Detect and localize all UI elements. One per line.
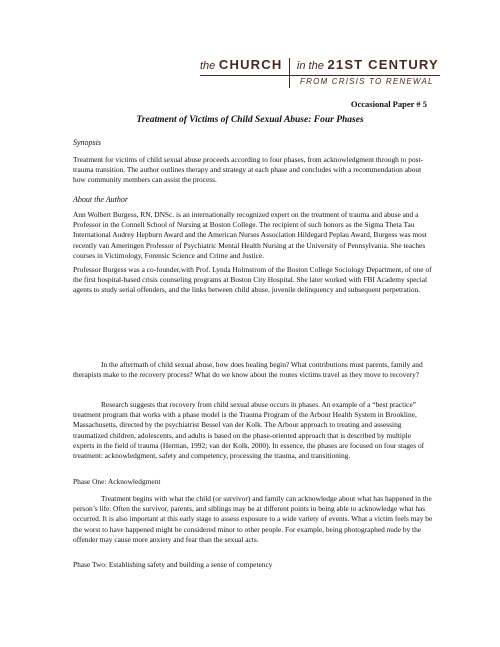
body-paragraph-2: Research suggests that recovery from child sexual abuse occurs in phases. An example of a “best practice” treatment program that works with a phase model is the Trauma Program of the Arbour Health System in Brookline, Massachusetts, directed by the psychiatrist Bessel van der Kolk. The Arbour approach to treating and assessing traumatized children, adolescents, and adults is based on the phase-oriented approach that is described by multiple experts in the field of trauma (Herman, 1992; van der Kolk, 2000). In essence, the phases are focused on four stages of treatment: acknowledgment, safety and competency, processing the trauma, and transitioning. bbox=[73, 400, 425, 461]
phase-two-heading: Phase Two: Establishing safety and building a sense of competency bbox=[73, 560, 273, 569]
logo-century: 21ST CENTURY bbox=[327, 57, 439, 72]
logo-rule bbox=[200, 75, 440, 76]
about-author-paragraph-1: Ann Wolbert Burgess, RN, DNSc. is an internationally recognized expert on the treatment of trauma and abuse and a Professor in the Connell School of Nursing at Boston College. The recipient of such honors as the Sigma Theta Tau International Audrey Hepburn Award and the American Nurses Association Hildegard Peplau Award, Burgess was most recently van Ameringen Professor of Psychiatric Mental Health Nursing at the University of Pennsylvania. She teaches courses in Victimology, Forensic Science and Crime and Justice. bbox=[73, 210, 427, 260]
logo-wordmark bbox=[200, 56, 440, 76]
body-paragraph-3: Treatment begins with what the child (or survivor) and family can acknowledge about what has happened in the person’s life. Often the survivor, parents, and siblings may be at different points in being able to acknowledge what has occurred. It is also important at this early stage to assess exposure to a wide variety of events. What a victim feels may be the worst to have happened might be considered minor to other people. For example, being photographed nude by the offender may cause more anxiety and fear than the sexual acts. bbox=[73, 494, 433, 544]
document-title: Treatment of Victims of Child Sexual Abuse: Four Phases bbox=[136, 115, 364, 125]
phase-one-heading: Phase One: Acknowledgment bbox=[73, 477, 161, 486]
logo-tagline: FROM CRISIS TO RENEWAL bbox=[300, 77, 434, 86]
logo-the: the bbox=[200, 60, 216, 72]
logo-church: CHURCH bbox=[218, 57, 283, 72]
logo-divider bbox=[289, 58, 290, 88]
synopsis-heading: Synopsis bbox=[73, 138, 101, 147]
about-author-paragraph-2: Professor Burgess was a co-founder,with Prof. Lynda Holmstrom of the Boston College Sociology Department, of one of the first hospital-based crisis counseling programs at Boston City Hospital. She later worked with FBI Academy special agents to study serial offenders, and the links between child abuse, juvenile delinquency and subsequent perpetration. bbox=[73, 265, 432, 295]
synopsis-text: Treatment for victims of child sexual abuse proceeds according to four phases, from acknowledgment through to post-trauma transition. The author outlines therapy and strategy at each phase and concludes with a recommendation about how community members can assist the process. bbox=[73, 155, 424, 185]
about-author-heading: About the Author bbox=[73, 195, 128, 204]
occasional-paper-label: Occasional Paper # 5 bbox=[350, 99, 427, 109]
body-paragraph-1: In the aftermath of child sexual abuse, how does healing begin? What contributions must parents, family and therapists make to the recovery process? What do we know about the routes victims travel as they move to recovery? bbox=[73, 360, 423, 380]
masthead-logo bbox=[200, 56, 440, 98]
logo-in-the: in the bbox=[296, 60, 324, 72]
